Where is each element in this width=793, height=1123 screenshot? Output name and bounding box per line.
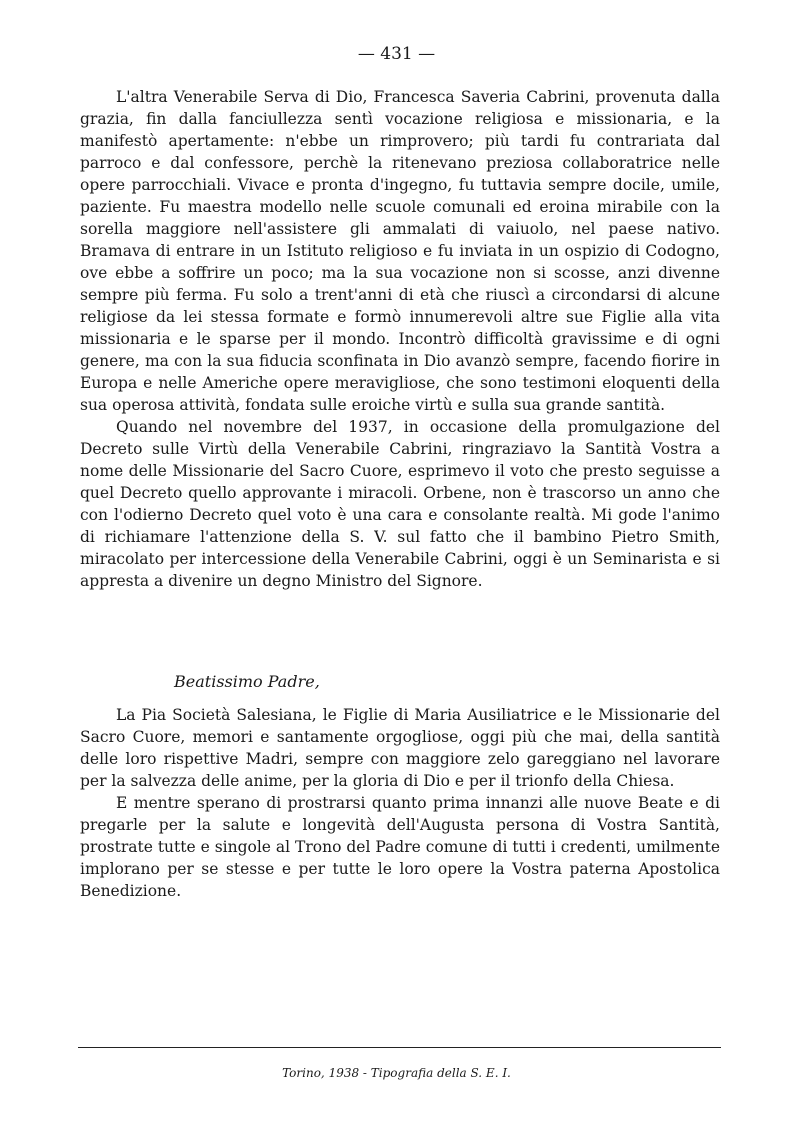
paragraph-benediction: E mentre sperano di prostrarsi quanto prima innanzi alle nuove Beate e di pregarle per la salute e longevità dell'Augusta persona di Vostra Santità, prostrate tutte e singole al Trono del Padre comune di tutti i credenti, umilmente implorano per se stesse e per tutte le loro opere la Vostra paterna Apostolica Benedizione. [80, 794, 720, 900]
paragraph-cabrini-vocation: L'altra Venerabile Serva di Dio, Francesca Saveria Cabrini, provenuta dalla grazia, fin dalla fanciullezza sentì vocazione religiosa e missionaria, e la manifestò apertamente: n'ebbe un rimprovero; più tardi fu contrariata dal parroco e dal confessore, perchè la ritenevano preziosa collaboratrice nelle opere parrocchiali. Vivace e pronta d'ingegno, fu tuttavia sempre docile, umile, paziente. Fu maestra modello nelle scuole comunali ed eroina mirabile con la sorella maggiore nell'assistere gli ammalati di vaiuolo, nel paese nativo. Bramava di entrare in un Istituto religioso e fu inviata in un ospizio di Codogno, ove ebbe a soffrire un poco; ma la sua vocazione non si scosse, anzi divenne sempre più ferma. Fu solo a trent'anni di età che riuscì a circondarsi di alcune religiose da lei stessa formate e formò innumerevoli altre sue Figlie alla vita missionaria e le sparse per il mondo. Incontrò difficoltà gravissime e di ogni genere, ma con la sua fiducia sconfinata in Dio avanzò sempre, facendo fiorire in Europa e nelle Americhe opere meravigliose, che sono testimoni eloquenti della sua operosa attività, fondata sulle eroiche virtù e sulla sua grande santità. [80, 88, 720, 414]
salutation: Beatissimo Padre, [174, 672, 320, 691]
paragraph-salesian-society: La Pia Società Salesiana, le Figlie di Maria Ausiliatrice e le Missionarie del Sacro Cuore, memori e santamente orgogliose, oggi più che mai, della santità delle loro rispettive Madri, sempre con maggiore zelo gareggiano nel lavorare per la salvezza delle anime, per la gloria di Dio e per il trionfo della Chiesa. [80, 706, 720, 790]
printer-imprint: Torino, 1938 - Tipografia della S. E. I. [282, 1066, 511, 1080]
text-block-top [80, 86, 720, 592]
text-block-bottom [80, 704, 720, 902]
paragraph-decree-1937: Quando nel novembre del 1937, in occasione della promulgazione del Decreto sulle Virtù della Venerabile Cabrini, ringraziavo la Santità Vostra a nome delle Missionarie del Sacro Cuore, esprimevo il voto che presto seguisse a quel Decreto quello approvante i miracoli. Orbene, non è trascorso un anno che con l'odierno Decreto quel voto è una cara e consolante realtà. Mi gode l'animo di richiamare l'attenzione della S. V. sul fatto che il bambino Pietro Smith, miracolato per intercessione della Venerabile Cabrini, oggi è un Seminarista e si appresta a divenire un degno Ministro del Signore. [80, 418, 720, 590]
page-number: — 431 — [357, 44, 436, 64]
footer-rule [78, 1047, 721, 1048]
